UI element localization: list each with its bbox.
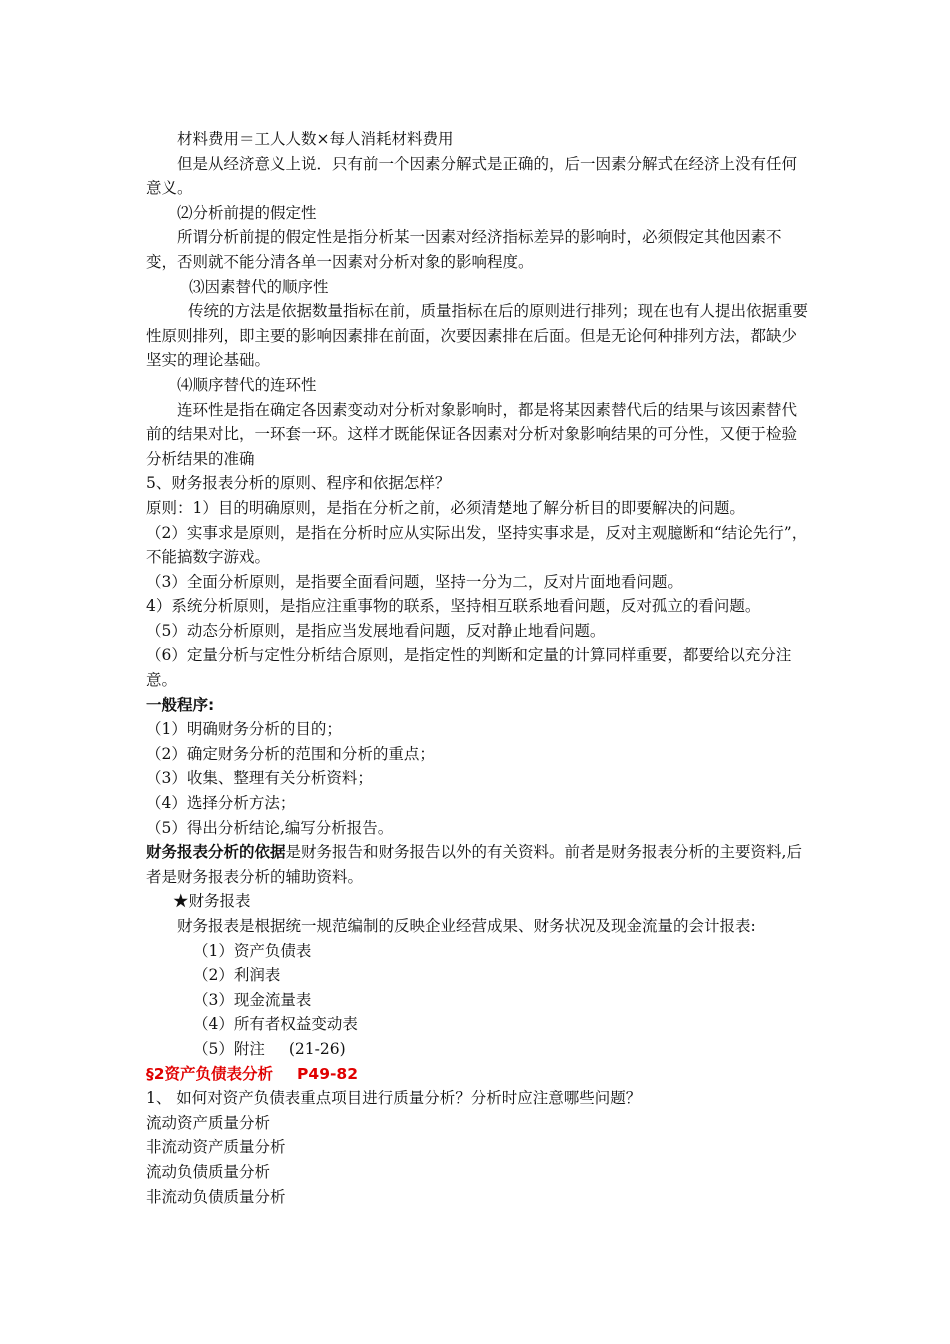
principle-item: （6）定量分析与定性分析结合原则，是指定性的判断和定量的计算同样重要，都要给以充分注意。 — [146, 646, 792, 690]
report-list-item: （4）所有者权益变动表 — [193, 1015, 358, 1034]
report-list-item: （2）利润表 — [193, 966, 281, 985]
analysis-item: 非流动负债质量分析 — [146, 1187, 286, 1206]
report-list-item: （3）现金流量表 — [193, 990, 312, 1009]
section-heading — [146, 1062, 810, 1087]
procedure-item: （5）得出分析结论,编写分析报告。 — [146, 818, 394, 837]
paragraph: 连环性是指在确定各因素变动对分析对象影响时，都是将某因素替代后的结果与该因素替代前的结果对比，一环套一环。这样才既能保证各因素对分析对象影响结果的可分性，又便于检验分析结果的准确 — [146, 400, 798, 468]
section-title: §2资产负债表分析 — [146, 1064, 274, 1083]
question-heading: 5、财务报表分析的原则、程序和依据怎样？ — [146, 474, 451, 493]
basis-term: 财务报表分析的依据 — [146, 843, 286, 862]
subheading: ⑷顺序替代的连环性 — [177, 375, 317, 394]
procedure-item: （2）确定财务分析的范围和分析的重点； — [146, 744, 435, 763]
principle-item: 4）系统分析原则，是指应注重事物的联系，坚持相互联系地看问题，反对孤立的看问题。 — [146, 597, 761, 616]
analysis-item: 流动资产质量分析 — [146, 1113, 271, 1132]
report-list-item: （1）资产负债表 — [193, 941, 312, 960]
star-heading: ★财务报表 — [173, 892, 251, 911]
document-body — [146, 127, 810, 1209]
paragraph: 但是从经济意义上说．只有前一个因素分解式是正确的，后一因素分解式在经济上没有任何意义。 — [146, 154, 798, 198]
analysis-item: 非流动资产质量分析 — [146, 1138, 286, 1157]
paragraph: 传统的方法是依据数量指标在前，质量指标在后的原则进行排列；现在也有人提出依据重要性原则排列，即主要的影响因素排在前面，次要因素排在后面。但是无论何种排列方法，都缺少坚实的理论基础。 — [146, 302, 809, 370]
procedure-item: （4）选择分析方法； — [146, 794, 296, 813]
question-heading: 1、 如何对资产负债表重点项目进行质量分析？分析时应注意哪些问题？ — [146, 1089, 642, 1108]
principle-item: （3）全面分析原则，是指要全面看问题，坚持一分为二，反对片面地看问题。 — [146, 572, 683, 591]
paragraph: 所谓分析前提的假定性是指分析某一因素对经济指标差异的影响时，必须假定其他因素不变，否则就不能分清各单一因素对分析对象的影响程度。 — [146, 228, 782, 271]
page-reference: (21-26) — [288, 1039, 346, 1058]
procedure-item: （3）收集、整理有关分析资料； — [146, 769, 373, 788]
subheading: ⑵分析前提的假定性 — [177, 203, 317, 222]
formula-line: 材料费用＝工人人数×每人消耗材料费用 — [177, 130, 454, 148]
principle-item: （2）实事求是原则，是指在分析时应从实际出发，坚持实事求是，反对主观臆断和“结论先行”，不能搞数字游戏。 — [146, 523, 808, 567]
subheading: ⑶因素替代的顺序性 — [189, 277, 329, 296]
procedure-item: （1）明确财务分析的目的； — [146, 720, 342, 739]
report-list-item — [146, 1037, 810, 1062]
procedure-heading: 一般程序: — [146, 695, 215, 714]
paragraph: 财务报表是根据统一规范编制的反映企业经营成果、财务状况及现金流量的会计报表: — [177, 917, 756, 935]
basis-paragraph — [146, 840, 810, 889]
analysis-item: 流动负债质量分析 — [146, 1162, 271, 1181]
basis-text: 是财务报告和财务报告以外的有关资料。前者是财务报表分析的主要资料,后者是财务报表分析的辅助资料。 — [146, 843, 802, 886]
section-page-reference: P49-82 — [297, 1064, 358, 1083]
principle-item: 原则：1）目的明确原则，是指在分析之前，必须清楚地了解分析目的即要解决的问题。 — [146, 498, 745, 517]
report-list-label: （5）附注 — [193, 1039, 265, 1058]
principle-item: （5）动态分析原则，是指应当发展地看问题，反对静止地看问题。 — [146, 621, 606, 640]
